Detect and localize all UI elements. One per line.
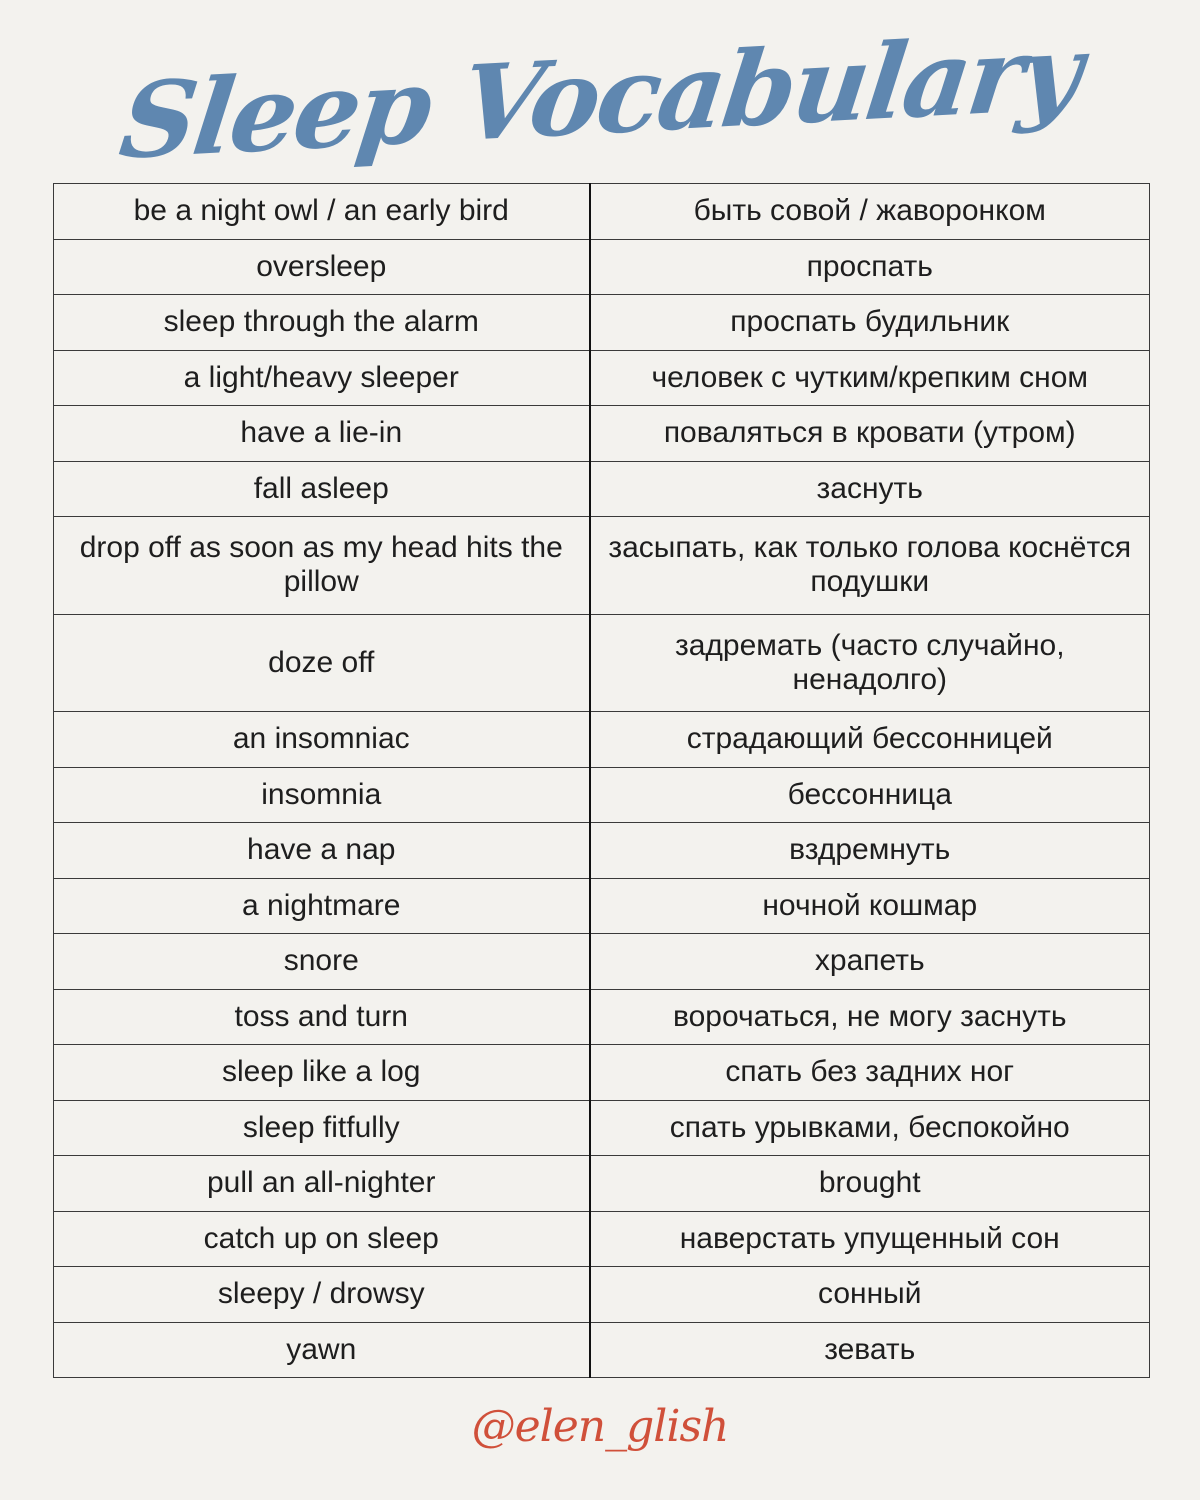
english-term-cell: be a night owl / an early bird — [54, 184, 590, 240]
english-term-cell: catch up on sleep — [54, 1211, 590, 1267]
english-term-cell: insomnia — [54, 767, 590, 823]
english-term-cell: a light/heavy sleeper — [54, 350, 590, 406]
russian-translation-cell: проспать — [590, 239, 1150, 295]
english-term-cell: yawn — [54, 1322, 590, 1378]
russian-translation-cell: спать без задних ног — [590, 1045, 1150, 1101]
table-row — [54, 614, 1150, 712]
table-row — [54, 1045, 1150, 1101]
table-row — [54, 406, 1150, 462]
english-term-cell: toss and turn — [54, 989, 590, 1045]
page-title: Sleep Vocabulary — [113, 10, 1087, 183]
russian-translation-cell: ночной кошмар — [590, 878, 1150, 934]
table-row — [54, 1156, 1150, 1212]
table-row — [54, 1267, 1150, 1323]
russian-translation-cell: страдающий бессонницей — [590, 712, 1150, 768]
english-term-cell: drop off as soon as my head hits the pillow — [54, 517, 590, 615]
russian-translation-cell: поваляться в кровати (утром) — [590, 406, 1150, 462]
english-term-cell: an insomniac — [54, 712, 590, 768]
table-row — [54, 767, 1150, 823]
table-row — [54, 350, 1150, 406]
russian-translation-cell: задремать (часто случайно, ненадолго) — [590, 614, 1150, 712]
russian-translation-cell: храпеть — [590, 934, 1150, 990]
russian-translation-cell: человек с чутким/крепким сном — [590, 350, 1150, 406]
russian-translation-cell: проспать будильник — [590, 295, 1150, 351]
table-row — [54, 517, 1150, 615]
table-row — [54, 239, 1150, 295]
english-term-cell: fall asleep — [54, 461, 590, 517]
table-row — [54, 712, 1150, 768]
table-row — [54, 823, 1150, 879]
table-row — [54, 295, 1150, 351]
table-row — [54, 1211, 1150, 1267]
russian-translation-cell: вздремнуть — [590, 823, 1150, 879]
russian-translation-cell: сонный — [590, 1267, 1150, 1323]
english-term-cell: have a lie-in — [54, 406, 590, 462]
table-row — [54, 989, 1150, 1045]
russian-translation-cell: быть совой / жаворонком — [590, 184, 1150, 240]
table-row — [54, 461, 1150, 517]
vocabulary-table-body — [54, 184, 1150, 1378]
russian-translation-cell: brought — [590, 1156, 1150, 1212]
table-row — [54, 934, 1150, 990]
table-row — [54, 184, 1150, 240]
english-term-cell: sleep fitfully — [54, 1100, 590, 1156]
russian-translation-cell: ворочаться, не могу заснуть — [590, 989, 1150, 1045]
english-term-cell: doze off — [54, 614, 590, 712]
table-row — [54, 1100, 1150, 1156]
english-term-cell: sleep through the alarm — [54, 295, 590, 351]
english-term-cell: oversleep — [54, 239, 590, 295]
russian-translation-cell: зевать — [590, 1322, 1150, 1378]
english-term-cell: sleepy / drowsy — [54, 1267, 590, 1323]
russian-translation-cell: заснуть — [590, 461, 1150, 517]
table-row — [54, 1322, 1150, 1378]
english-term-cell: snore — [54, 934, 590, 990]
vocabulary-table — [53, 183, 1150, 1378]
russian-translation-cell: бессонница — [590, 767, 1150, 823]
english-term-cell: pull an all-nighter — [54, 1156, 590, 1212]
english-term-cell: a nightmare — [54, 878, 590, 934]
english-term-cell: have a nap — [54, 823, 590, 879]
table-row — [54, 878, 1150, 934]
author-handle: @elen_glish — [471, 1401, 729, 1452]
russian-translation-cell: спать урывками, беспокойно — [590, 1100, 1150, 1156]
russian-translation-cell: наверстать упущенный сон — [590, 1211, 1150, 1267]
russian-translation-cell: засыпать, как только голова коснётся подушки — [590, 517, 1150, 615]
english-term-cell: sleep like a log — [54, 1045, 590, 1101]
